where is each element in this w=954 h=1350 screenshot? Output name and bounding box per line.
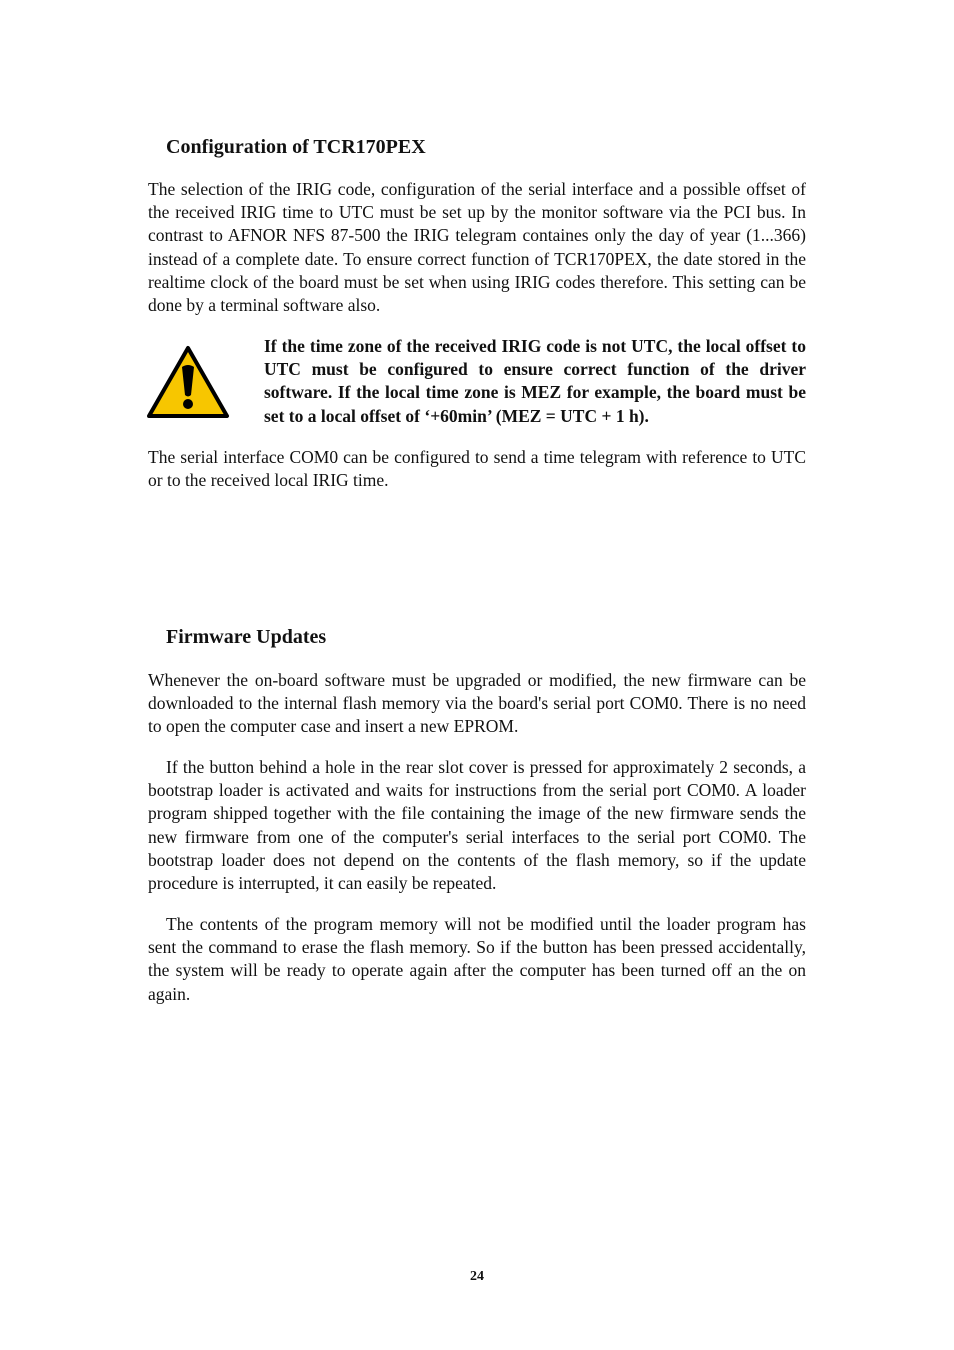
firmware-paragraph-2: If the button behind a hole in the rear slot cover is pressed for approximately 2 seconds, a bootstrap loader is activated and waits for instructions from the serial port COM0. A loader program shipped together with the file containing the image of the new firmware sends the new firmware from one of the computer's serial interfaces to the serial port COM0. The bootstrap loader does not depend on the contents of the flash memory, so if the update procedure is interrupted, it can easily be repeated. [148,757,806,894]
warning-note: If the time zone of the received IRIG code is not UTC, the local offset to UTC must be configured to ensure correct function of the driver software. If the local time zone is MEZ for example, the board must be set to a local offset of ‘+60min’ (MEZ = UTC + 1 h). [264,336,806,426]
firmware-paragraph-1: Whenever the on-board software must be upgraded or modified, the new firmware can be downloaded to the internal flash memory via the board's serial port COM0. There is no need to open the computer case and insert a new EPROM. [148,670,806,737]
section-heading-firmware-updates: Firmware Updates [166,626,327,648]
com0-paragraph: The serial interface COM0 can be configured to send a time telegram with reference to UTC or to the received local IRIG time. [148,447,806,491]
section-heading-configuration: Configuration of TCR170PEX [166,136,426,158]
firmware-paragraph-3: The contents of the program memory will not be modified until the loader program has sent the command to erase the flash memory. So if the button has been pressed accidentally, the system will be ready to operate again after the computer has been turned off an the on again. [148,914,806,1004]
page-number: 24 [470,1269,484,1284]
configuration-paragraph: The selection of the IRIG code, configuration of the serial interface and a possible offset of the received IRIG time to UTC must be set up by the monitor software via the PCI bus. In contrast to AFNOR NFS 87-500 the IRIG telegram containes only the day of year (1...366) instead of a complete date. To ensure correct function of TCR170PEX, the date stored in the realtime clock of the board must be set when using IRIG codes therefore. This setting can be done by a terminal software also. [148,179,806,316]
warning-triangle-icon [146,345,230,419]
